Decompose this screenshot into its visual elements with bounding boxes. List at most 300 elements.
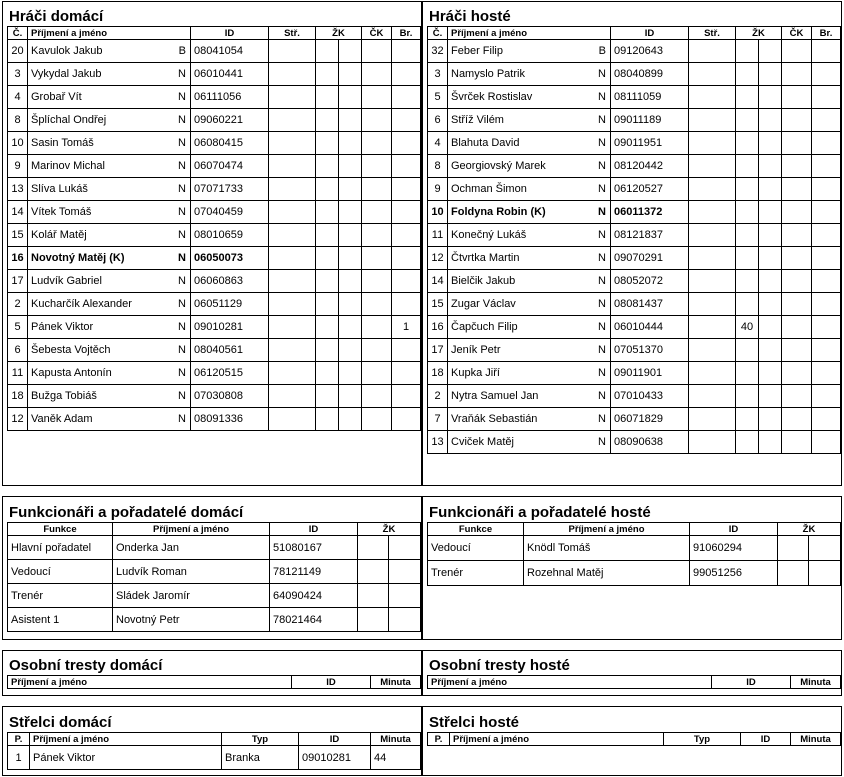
cell-id: 06070474	[191, 155, 269, 178]
cell-name-position	[448, 63, 611, 86]
table-row	[8, 339, 421, 362]
cell-str	[689, 63, 736, 86]
home-scorers-panel	[2, 706, 422, 776]
cell-name-position	[28, 224, 191, 247]
cell-ck	[782, 270, 812, 293]
cell-str	[689, 201, 736, 224]
table-row	[428, 224, 841, 247]
cell-name: Ludvík Roman	[113, 560, 270, 584]
table-row	[428, 178, 841, 201]
cell-name-position	[28, 293, 191, 316]
cell-zk	[339, 109, 362, 132]
table-row	[8, 362, 421, 385]
table-row	[8, 408, 421, 431]
player-position: N	[178, 367, 186, 379]
cell-ck	[782, 408, 812, 431]
home-officials-table	[7, 522, 421, 632]
col-no: Č.	[8, 27, 28, 40]
cell-name-position	[448, 270, 611, 293]
cell-ck	[362, 362, 392, 385]
cell-zk	[736, 385, 759, 408]
cell-role: Hlavní pořadatel	[8, 536, 113, 560]
cell-ck	[362, 178, 392, 201]
cell-name-position	[28, 339, 191, 362]
cell-ck	[362, 201, 392, 224]
cell-zk	[809, 536, 841, 561]
cell-str	[689, 224, 736, 247]
cell-br	[392, 224, 421, 247]
cell-str	[269, 316, 316, 339]
cell-zk	[759, 408, 782, 431]
cell-number: 13	[8, 178, 28, 201]
home-penalties-title: Osobní tresty domácí	[9, 657, 163, 674]
table-row	[428, 201, 841, 224]
cell-zk	[316, 408, 339, 431]
cell-zk	[778, 561, 809, 586]
cell-zk	[809, 561, 841, 586]
cell-ck	[362, 270, 392, 293]
table-row	[428, 536, 841, 561]
table-row	[428, 270, 841, 293]
cell-zk	[316, 178, 339, 201]
player-position: N	[598, 321, 606, 333]
cell-br	[392, 270, 421, 293]
cell-ck	[782, 316, 812, 339]
player-position: N	[178, 275, 186, 287]
cell-name-position	[28, 270, 191, 293]
player-name: Bužga Tobiáš	[31, 390, 97, 402]
cell-zk	[736, 40, 759, 63]
cell-id: 78021464	[270, 608, 358, 632]
home-scorers-title: Střelci domácí	[9, 714, 112, 731]
cell-ck	[782, 385, 812, 408]
cell-str	[269, 109, 316, 132]
cell-str	[269, 339, 316, 362]
cell-br	[812, 86, 841, 109]
table-row	[8, 40, 421, 63]
player-position: N	[178, 114, 186, 126]
cell-zk	[339, 339, 362, 362]
cell-number: 11	[428, 224, 448, 247]
cell-zk	[316, 86, 339, 109]
player-name: Čtvrtka Martin	[451, 252, 520, 264]
col-name: Příjmení a jméno	[28, 27, 191, 40]
cell-id: 09011901	[611, 362, 689, 385]
cell-number: 9	[428, 178, 448, 201]
player-position: N	[178, 160, 186, 172]
cell-br	[392, 408, 421, 431]
cell-br	[392, 385, 421, 408]
cell-number: 11	[8, 362, 28, 385]
cell-number: 4	[8, 86, 28, 109]
player-name: Zugar Václav	[451, 298, 516, 310]
cell-ck	[782, 339, 812, 362]
cell-ck	[782, 431, 812, 454]
col-name: Příjmení a jméno	[428, 676, 712, 689]
cell-br	[812, 293, 841, 316]
cell-zk	[339, 132, 362, 155]
player-position: N	[598, 390, 606, 402]
cell-type: Branka	[222, 746, 299, 770]
cell-str	[269, 178, 316, 201]
cell-zk	[316, 132, 339, 155]
cell-zk	[316, 201, 339, 224]
player-position: N	[598, 183, 606, 195]
table-row	[8, 86, 421, 109]
col-name: Příjmení a jméno	[524, 523, 690, 536]
cell-name-position	[448, 385, 611, 408]
cell-zk	[316, 63, 339, 86]
player-position: N	[178, 252, 186, 264]
cell-name: Pánek Viktor	[30, 746, 222, 770]
away-officials-table	[427, 522, 841, 586]
player-position: N	[598, 68, 606, 80]
player-name: Šplíchal Ondřej	[31, 114, 107, 126]
cell-ck	[362, 293, 392, 316]
col-minute: Minuta	[791, 676, 841, 689]
cell-br	[392, 155, 421, 178]
cell-br	[812, 178, 841, 201]
col-no: P.	[8, 733, 30, 746]
col-id: ID	[690, 523, 778, 536]
player-name: Stříž Vilém	[451, 114, 504, 126]
cell-zk	[736, 178, 759, 201]
player-name: Kapusta Antonín	[31, 367, 112, 379]
cell-name-position	[28, 385, 191, 408]
player-position: N	[598, 367, 606, 379]
cell-zk	[759, 316, 782, 339]
table-row	[428, 561, 841, 586]
player-position: B	[598, 45, 606, 57]
cell-role: Vedoucí	[428, 536, 524, 561]
home-scorers-table	[7, 732, 421, 770]
col-minute: Minuta	[791, 733, 841, 746]
cell-zk	[339, 86, 362, 109]
cell-number: 4	[428, 132, 448, 155]
cell-number: 9	[8, 155, 28, 178]
table-row	[8, 746, 421, 770]
player-position: N	[178, 68, 186, 80]
cell-number: 16	[428, 316, 448, 339]
table-row	[8, 247, 421, 270]
col-zk: ŽK	[778, 523, 841, 536]
table-row	[8, 385, 421, 408]
cell-zk	[358, 560, 389, 584]
away-penalties-title: Osobní tresty hosté	[429, 657, 570, 674]
cell-str	[269, 224, 316, 247]
table-row	[428, 132, 841, 155]
cell-zk	[316, 270, 339, 293]
cell-zk	[339, 316, 362, 339]
cell-id: 07030808	[191, 385, 269, 408]
cell-zk	[316, 362, 339, 385]
cell-id: 08091336	[191, 408, 269, 431]
col-name: Příjmení a jméno	[113, 523, 270, 536]
cell-number: 6	[8, 339, 28, 362]
cell-str	[269, 385, 316, 408]
cell-name-position	[28, 63, 191, 86]
cell-id: 08120442	[611, 155, 689, 178]
cell-br	[812, 270, 841, 293]
away-players-panel	[422, 1, 842, 486]
cell-str	[689, 385, 736, 408]
player-name: Slíva Lukáš	[31, 183, 88, 195]
player-name: Cviček Matěj	[451, 436, 514, 448]
player-name: Pánek Viktor	[31, 321, 94, 333]
cell-zk	[316, 293, 339, 316]
player-name: Švrček Rostislav	[451, 91, 533, 103]
cell-id: 06051129	[191, 293, 269, 316]
player-position: N	[598, 298, 606, 310]
cell-number: 2	[8, 293, 28, 316]
player-name: Konečný Lukáš	[451, 229, 527, 241]
cell-zk	[389, 584, 421, 608]
cell-name-position	[448, 201, 611, 224]
away-penalties-panel	[422, 650, 842, 696]
cell-name: Novotný Petr	[113, 608, 270, 632]
cell-str	[269, 362, 316, 385]
player-position: N	[178, 413, 186, 425]
cell-name-position	[448, 178, 611, 201]
table-row	[8, 584, 421, 608]
cell-number: 14	[428, 270, 448, 293]
cell-name-position	[28, 408, 191, 431]
cell-zk	[759, 431, 782, 454]
cell-br	[392, 40, 421, 63]
cell-id: 08010659	[191, 224, 269, 247]
cell-name-position	[28, 40, 191, 63]
player-name: Novotný Matěj (K)	[31, 252, 125, 264]
table-row	[428, 63, 841, 86]
cell-ck	[362, 40, 392, 63]
col-type: Typ	[222, 733, 299, 746]
col-str: Stř.	[689, 27, 736, 40]
cell-ck	[362, 132, 392, 155]
player-position: N	[598, 160, 606, 172]
cell-ck	[362, 155, 392, 178]
cell-zk	[736, 247, 759, 270]
cell-br	[392, 339, 421, 362]
cell-zk	[736, 224, 759, 247]
cell-id: 08040899	[611, 63, 689, 86]
cell-zk: 40	[736, 316, 759, 339]
cell-str	[689, 293, 736, 316]
cell-zk	[759, 132, 782, 155]
cell-br	[392, 293, 421, 316]
col-role: Funkce	[428, 523, 524, 536]
cell-id: 06111056	[191, 86, 269, 109]
cell-number: 10	[8, 132, 28, 155]
cell-ck	[362, 247, 392, 270]
col-zk: ŽK	[736, 27, 782, 40]
col-br: Br.	[812, 27, 841, 40]
player-position: N	[598, 206, 606, 218]
col-minute: Minuta	[371, 676, 421, 689]
cell-zk	[389, 608, 421, 632]
cell-str	[689, 431, 736, 454]
cell-id: 09011189	[611, 109, 689, 132]
col-id: ID	[299, 733, 371, 746]
cell-ck	[782, 40, 812, 63]
cell-br	[392, 178, 421, 201]
table-row	[8, 270, 421, 293]
cell-name-position	[28, 362, 191, 385]
player-name: Georgiovský Marek	[451, 160, 546, 172]
cell-zk	[759, 40, 782, 63]
cell-str	[689, 408, 736, 431]
cell-id: 08041054	[191, 40, 269, 63]
cell-ck	[782, 63, 812, 86]
cell-id: 08121837	[611, 224, 689, 247]
player-name: Ludvík Gabriel	[31, 275, 102, 287]
cell-zk	[759, 362, 782, 385]
cell-number: 3	[428, 63, 448, 86]
cell-number: 15	[8, 224, 28, 247]
home-players-panel	[2, 1, 422, 486]
cell-id: 09011951	[611, 132, 689, 155]
col-type: Typ	[664, 733, 741, 746]
home-penalties-panel	[2, 650, 422, 696]
player-name: Foldyna Robin (K)	[451, 206, 546, 218]
cell-id: 06050073	[191, 247, 269, 270]
cell-zk	[759, 86, 782, 109]
player-position: N	[178, 183, 186, 195]
player-position: N	[598, 114, 606, 126]
player-name: Jeník Petr	[451, 344, 501, 356]
cell-name-position	[448, 40, 611, 63]
cell-id: 06120515	[191, 362, 269, 385]
cell-id: 07040459	[191, 201, 269, 224]
player-position: N	[178, 229, 186, 241]
away-players-title: Hráči hosté	[429, 8, 511, 25]
cell-br	[812, 109, 841, 132]
cell-str	[689, 270, 736, 293]
cell-zk	[736, 86, 759, 109]
cell-name: Onderka Jan	[113, 536, 270, 560]
cell-br	[392, 63, 421, 86]
cell-str	[269, 63, 316, 86]
cell-number: 15	[428, 293, 448, 316]
table-row	[428, 86, 841, 109]
cell-name-position	[28, 201, 191, 224]
cell-br	[392, 109, 421, 132]
cell-name-position	[448, 316, 611, 339]
home-officials-title: Funkcionáři a pořadatelé domácí	[9, 504, 244, 521]
cell-ck	[362, 316, 392, 339]
cell-number: 20	[8, 40, 28, 63]
player-name: Kavulok Jakub	[31, 45, 103, 57]
cell-zk	[358, 536, 389, 560]
cell-zk	[736, 109, 759, 132]
player-position: N	[178, 206, 186, 218]
cell-name-position	[448, 408, 611, 431]
cell-name-position	[28, 109, 191, 132]
player-name: Šebesta Vojtěch	[31, 344, 111, 356]
cell-br	[812, 339, 841, 362]
cell-number: 8	[428, 155, 448, 178]
cell-zk	[339, 201, 362, 224]
player-name: Grobař Vít	[31, 91, 82, 103]
cell-number: 32	[428, 40, 448, 63]
table-row	[8, 560, 421, 584]
cell-ck	[362, 385, 392, 408]
cell-number: 13	[428, 431, 448, 454]
cell-zk	[339, 270, 362, 293]
cell-name-position	[448, 293, 611, 316]
cell-role: Vedoucí	[8, 560, 113, 584]
player-name: Marinov Michal	[31, 160, 105, 172]
cell-br	[812, 224, 841, 247]
table-row	[428, 385, 841, 408]
cell-br	[812, 132, 841, 155]
cell-name-position	[448, 86, 611, 109]
cell-ck	[362, 339, 392, 362]
table-row	[428, 408, 841, 431]
cell-str	[689, 339, 736, 362]
cell-br	[812, 431, 841, 454]
player-name: Feber Filip	[451, 45, 503, 57]
cell-id: 08111059	[611, 86, 689, 109]
cell-ck	[782, 201, 812, 224]
cell-id: 64090424	[270, 584, 358, 608]
cell-str	[689, 40, 736, 63]
cell-br	[392, 132, 421, 155]
table-row	[428, 316, 841, 339]
cell-id: 99051256	[690, 561, 778, 586]
table-row	[428, 339, 841, 362]
home-officials-panel	[2, 496, 422, 640]
away-scorers-table	[427, 732, 841, 746]
cell-str	[689, 316, 736, 339]
cell-id: 08081437	[611, 293, 689, 316]
col-minute: Minuta	[371, 733, 421, 746]
cell-zk	[316, 339, 339, 362]
cell-zk	[339, 63, 362, 86]
cell-name-position	[448, 132, 611, 155]
cell-str	[689, 86, 736, 109]
cell-br	[812, 385, 841, 408]
cell-name: Sládek Jaromír	[113, 584, 270, 608]
cell-ck	[362, 224, 392, 247]
player-position: N	[598, 252, 606, 264]
table-row	[428, 247, 841, 270]
player-position: N	[178, 298, 186, 310]
cell-zk	[759, 385, 782, 408]
player-name: Ochman Šimon	[451, 183, 527, 195]
cell-zk	[339, 385, 362, 408]
cell-id: 06071829	[611, 408, 689, 431]
cell-number: 5	[8, 316, 28, 339]
cell-zk	[759, 339, 782, 362]
cell-id: 06010444	[611, 316, 689, 339]
cell-br	[392, 86, 421, 109]
cell-br	[812, 201, 841, 224]
cell-zk	[759, 201, 782, 224]
table-row	[428, 362, 841, 385]
cell-str	[269, 247, 316, 270]
player-position: N	[598, 137, 606, 149]
player-position: N	[178, 321, 186, 333]
table-row	[428, 155, 841, 178]
cell-zk	[759, 224, 782, 247]
cell-zk	[736, 63, 759, 86]
col-no: P.	[428, 733, 450, 746]
player-position: B	[178, 45, 186, 57]
cell-ck	[782, 86, 812, 109]
table-row	[8, 63, 421, 86]
col-ck: ČK	[782, 27, 812, 40]
col-ck: ČK	[362, 27, 392, 40]
